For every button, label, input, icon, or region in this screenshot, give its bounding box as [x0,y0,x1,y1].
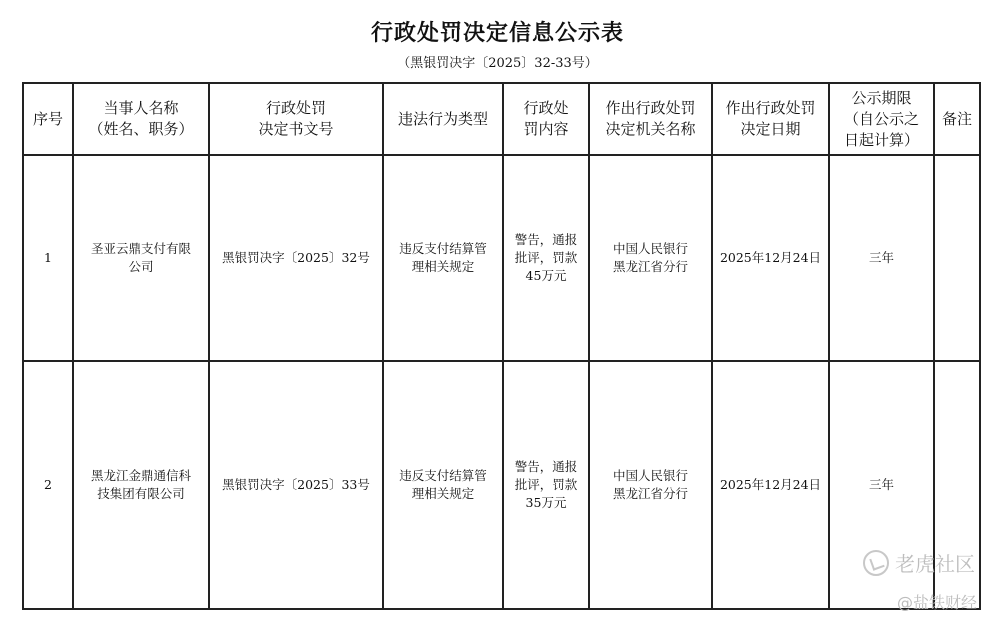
brand-watermark-text: 老虎社区 [895,552,975,576]
cell-violation: 违反支付结算管 理相关规定 [383,361,503,609]
cell-violation: 违反支付结算管 理相关规定 [383,155,503,361]
cell-period: 三年 [829,155,934,361]
cell-index: 2 [23,361,73,609]
tiger-community-logo-icon [863,550,889,576]
cell-doc-no: 黑银罚决字〔2025〕33号 [209,361,383,609]
table-row [23,361,980,609]
author-watermark: @盐铁财经 [896,593,977,612]
header-penalty: 行政处 罚内容 [503,83,589,155]
page-title: 行政处罚决定信息公示表 [370,20,624,46]
cell-penalty: 警告，通报 批评，罚款 35万元 [503,361,589,609]
header-period: 公示期限 （自公示之 日起计算） [829,83,934,155]
header-date: 作出行政处罚 决定日期 [712,83,829,155]
cell-doc-no: 黑银罚决字〔2025〕32号 [209,155,383,361]
header-doc-no: 行政处罚 决定书文号 [209,83,383,155]
cell-note [934,155,980,361]
cell-authority: 中国人民银行 黑龙江省分行 [589,155,712,361]
cell-party: 黑龙江金鼎通信科 技集团有限公司 [73,361,209,609]
header-violation: 违法行为类型 [383,83,503,155]
cell-period: 三年 [829,361,934,609]
header-party: 当事人名称 （姓名、职务） [73,83,209,155]
document-number: （黑银罚决字〔2025〕32-33号） [397,56,598,71]
cell-penalty: 警告，通报 批评，罚款 45万元 [503,155,589,361]
penalty-table [22,82,981,610]
header-note: 备注 [934,83,980,155]
brand-watermark [863,548,975,577]
cell-date: 2025年12月24日 [712,361,829,609]
cell-authority: 中国人民银行 黑龙江省分行 [589,361,712,609]
table-row [23,155,980,361]
header-authority: 作出行政处罚 决定机关名称 [589,83,712,155]
header-row [23,83,980,155]
header-index: 序号 [23,83,73,155]
cell-date: 2025年12月24日 [712,155,829,361]
cell-index: 1 [23,155,73,361]
cell-party: 圣亚云鼎支付有限 公司 [73,155,209,361]
